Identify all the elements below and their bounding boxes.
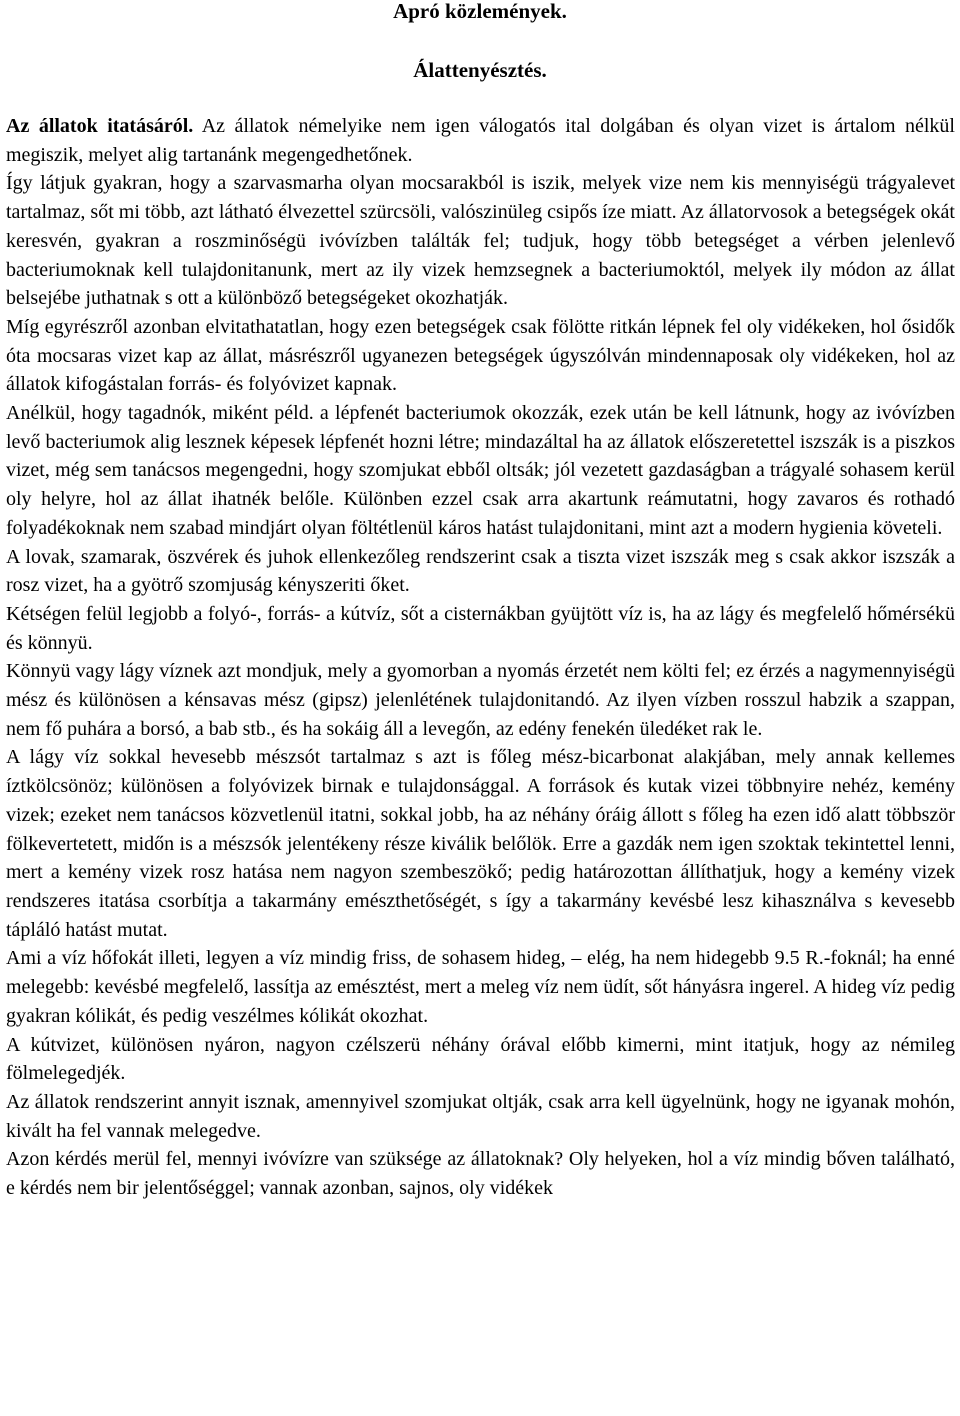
paragraph-6: Kétségen felül legjobb a folyó-, forrás- a kútvíz, sőt a cisternákban gyüjtött víz is, ha az lágy és megfelelő hőmérsékü és könnyü. — [6, 602, 955, 654]
paragraph-3: Míg egyrészről azonban elvitathatatlan, hogy ezen betegségek csak fölötte ritkán lépnek fel oly vidékeken, hol ősidők óta mocsaras vizet kap az állat, másrészről ugyanezen betegségek úgyszólván mindennaposak oly vidékeken, hol az állatok kifogástalan forrás- és folyóvizet kapnak. — [6, 315, 955, 396]
paragraph-4: Anélkül, hogy tagadnók, miként péld. a lépfenét bacteriumok okozzák, ezek után be kell látnunk, hogy az ivóvízben levő bacteriumok alig lesznek képesek lépfenét hozni létre; mindazáltal ha az állatok előszeretettel iszszák is a piszkos vizet, még sem tanácsos megengedni, hogy szomjukat ebből oltsák; jól vezetett gazdaságban a trágyalé sohasem kerül oly helyre, hol az állat ihatnék belőle. Különben ezzel csak arra akartunk reámutatni, hogy zavaros és rothadó folyadékoknak nem szabad mindjárt olyan föltétlenül káros hatást tulajdonitani, mint azt a modern hygienia követeli. — [6, 402, 955, 539]
article-body — [6, 112, 955, 1203]
paragraph-1-text: Az állatok némelyike nem igen válogatós ital dolgában és olyan vizet is ártalom nélkül megiszik, melyet alig tartanánk megengedhetőnek. — [6, 115, 955, 166]
paragraph-12: Azon kérdés merül fel, mennyi ivóvízre van szüksége az állatoknak? Oly helyeken, hol a víz mindig bőven található, e kérdés nem bir jelentőséggel; vannak azonban, sajnos, oly vidékek — [6, 1148, 955, 1200]
paragraph-9: Ami a víz hőfokát illeti, legyen a víz mindig friss, de sohasem hideg, – elég, ha nem hidegebb 9.5 R.-foknál; ha enné melegebb: kevésbé megfelelő, lassítja az emésztést, mert a meleg víz nem üdít, sőt hányásra ingerel. A hideg víz pedig gyakran kólikát, és pedig veszélmes kólikát okozhat. — [6, 947, 955, 1027]
paragraph-7: Könnyü vagy lágy víznek azt mondjuk, mely a gyomorban a nyomás érzetét nem költi fel; ez érzés a nagymennyiségü mész és különösen a kénsavas mész (gipsz) jelenlétének tulajdonitandó. Az ilyen vízben rosszul habzik a szappan, nem fő puhára a borsó, a bab stb., és ha sokáig áll a levegőn, az edény fenekén üledéket rak le. — [6, 660, 955, 740]
paragraph-8: A lágy víz sokkal hevesebb mészsót tartalmaz s azt is főleg mész-bicarbonat alakjában, mely annak kellemes íztkölcsönöz; különösen a folyóvizek birnak e tulajdonsággal. A források és kutak vizei többnyire nehéz, kemény vizek; ezeket nem tanácsos közvetlenül itatni, sokkal jobb, ha az néhány óráig állott s főleg ha ezen idő alatt többször fölkevertetett, midőn is a mészsók jelentékeny része kiválik belőlök. Erre a gazdák nem igen szoktak tekintettel lenni, mert a kemény vizek rosz hatása nem nagyon szembeszökő; pedig határozottan állíthatjuk, hogy a kemény vizek rendszeres itatása csorbítja a takarmány emészthetőségét, s így a takarmány kevésbé lesz kihasználva s kevesebb tápláló hatást mutat. — [6, 746, 955, 941]
paragraph-5: A lovak, szamarak, öszvérek és juhok ellenkezőleg rendszerint csak a tiszta vizet iszszák meg s csak akkor iszszák a rosz vizet, ha a gyötrő szomjuság kényszeriti őket. — [6, 545, 955, 597]
paragraph-11: Az állatok rendszerint annyit isznak, amennyivel szomjukat oltják, csak arra kell ügyelnünk, hogy ne igyanak mohón, kivált ha fel vannak melegedve. — [6, 1090, 955, 1142]
document-title: Apró közlemények. — [393, 0, 567, 23]
section-heading: Álattenyésztés. — [413, 58, 547, 82]
paragraph-2: Így látjuk gyakran, hogy a szarvasmarha olyan mocsarakból is iszik, melyek vize nem kis mennyiségü trágyalevet tartalmaz, sőt mi több, azt látható élvezettel szürcsöli, valószinüleg csipős íze miatt. Az állatorvosok a betegségek okát keresvén, gyakran a roszminőségü ivóvízben találták fel; tudjuk, hogy több betegséget a vérben jelenlevő bacteriumoknak kell tulajdonitanunk, mert az ily vizek hemzsegnek a bacteriumoktól, melyek ily módon az állat belsejébe juthatnak s ott a különböző betegségeket okozhatják. — [6, 172, 955, 310]
paragraph-1 — [6, 112, 955, 169]
paragraph-10: A kútvizet, különösen nyáron, nagyon czélszerü néhány órával előbb kimerni, mint itatjuk, hogy az némileg fölmelegedjék. — [6, 1033, 955, 1085]
article-lead-title: Az állatok itatásáról. — [6, 115, 194, 137]
